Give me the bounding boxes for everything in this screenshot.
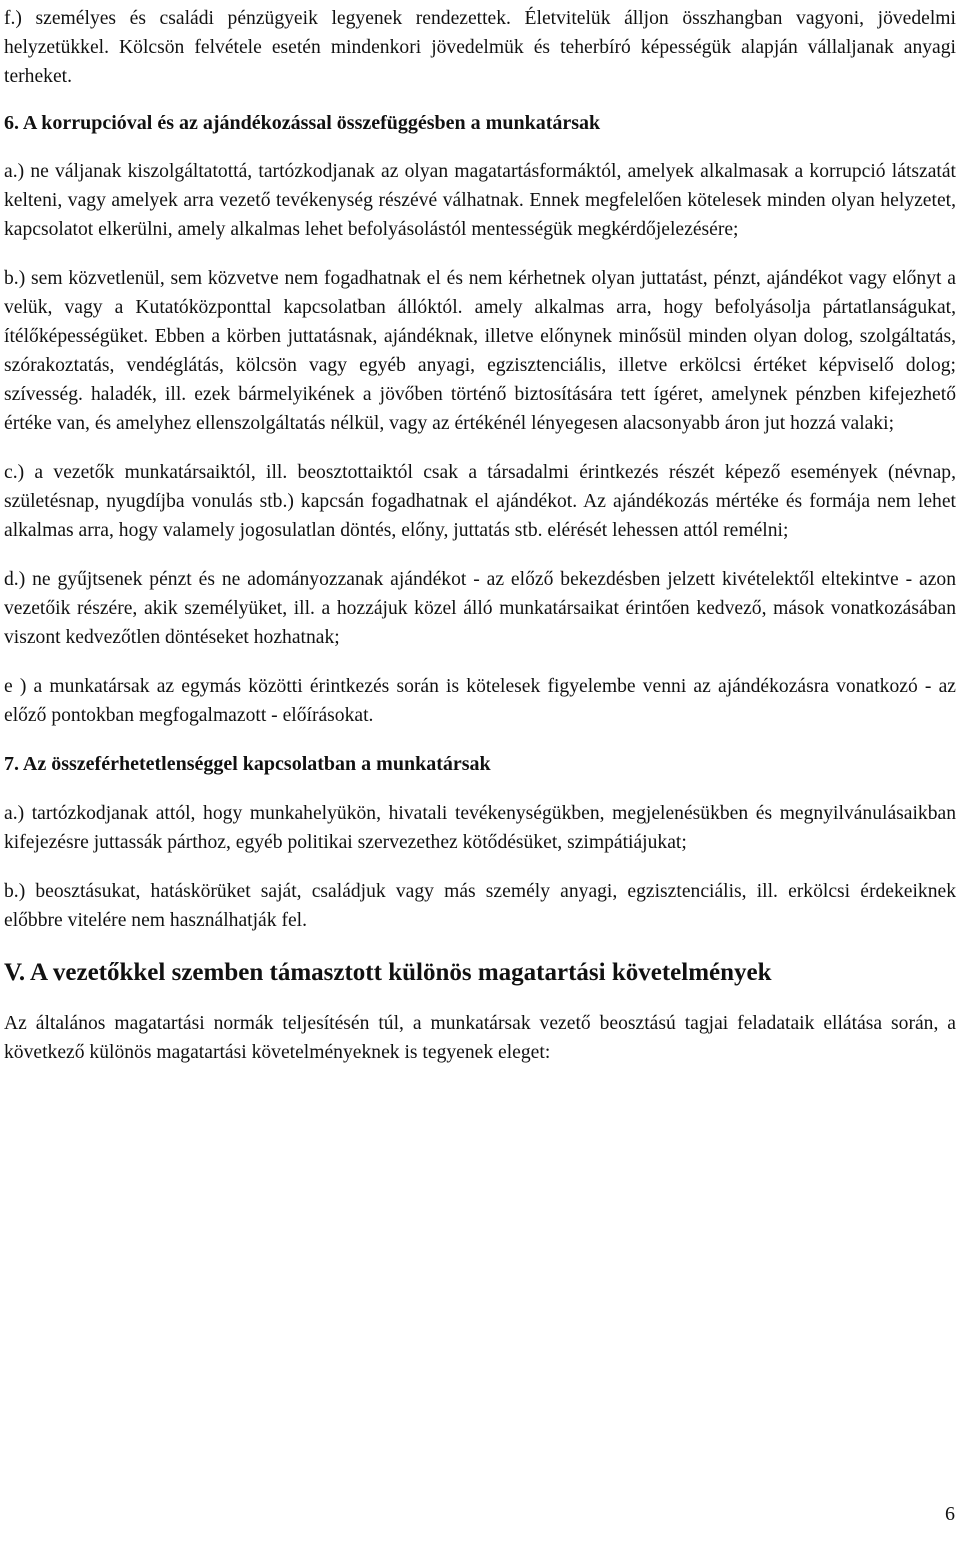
paragraph-6d: d.) ne gyűjtsenek pénzt és ne adományozzanak ajándékot - az előző bekezdésben jelzett kivételektől eltekintve - azon vezetőik részére, akik személyüket, ill. a hozzájuk közel álló munkatársaikat érintően kedvező, mások vonatkozásában viszont kedvezőtlen döntéseket hozhatnak; (4, 569, 956, 648)
paragraph-6e: e ) a munkatársak az egymás közötti érintkezés során is kötelesek figyelembe venni az ajándékozásra vonatkozó - az előző pontokban megfogalmazott - előírásokat. (4, 676, 956, 726)
section-7-heading: 7. Az összeférhetetlenséggel kapcsolatban a munkatársak (4, 753, 491, 775)
section-6-heading: 6. A korrupcióval és az ajándékozással összefüggésben a munkatársak (4, 112, 601, 134)
paragraph-v-intro: Az általános magatartási normák teljesítésén túl, a munkatársak vezető beosztású tagjai feladataik ellátása során, a következő különös magatartási követelményeknek is tegyenek eleget: (4, 1013, 956, 1063)
paragraph-7a: a.) tartózkodjanak attól, hogy munkahelyükön, hivatali tevékenységükben, megjelenésükben és megnyilvánulásaikban kifejezésre juttassák párthoz, egyéb politikai szervezethez kötődésüket, szimpátiájukat; (4, 803, 956, 853)
paragraph-6b: b.) sem közvetlenül, sem közvetve nem fogadhatnak el és nem kérhetnek olyan juttatást, pénzt, ajándékot vagy előnyt a velük, vagy a Kutatóközponttal kapcsolatban állóktól. amely alkalmas arra, hogy befolyásolja pártatlanságukat, ítélőképességüket. Ebben a körben juttatásnak, ajándéknak, illetve előnynek minősül minden olyan dolog, szolgáltatás, szórakoztatás, vendéglátás, kölcsön vagy egyéb anyagi, egzisztenciális, illetve erkölcsi értéket képviselő dolog; szívesség. haladék, ill. ezek bármelyikének a jövőben történő biztosítására tett ígéret, amelynek pénzben kifejezhető értéke van, és amelyhez ellenszolgáltatás nélkül, vagy az értékénél lényegesen alacsonyabb áron jut hozzá valaki; (4, 268, 956, 434)
paragraph-f: f.) személyes és családi pénzügyeik legyenek rendezettek. Életvitelük álljon összhangban vagyoni, jövedelmi helyzetükkel. Kölcsön felvétele esetén mindenkori jövedelmük és teherbíró képességük alapján vállaljanak anyagi terheket. (4, 8, 956, 87)
document-page (4, 4, 956, 1067)
paragraph-7b: b.) beosztásukat, hatáskörüket saját, családjuk vagy más személy anyagi, egzisztenciális, ill. erkölcsi érdekeiknek előbbre vitelére nem használhatják fel. (4, 881, 956, 931)
paragraph-6a: a.) ne váljanak kiszolgáltatottá, tartózkodjanak az olyan magatartásformáktól, amelyek alkalmasak a korrupció látszatát kelteni, vagy amelyek arra vezető tevékenység részévé válhatnak. Ennek megfelelően kötelesek minden olyan helyzetet, kapcsolatot elkerülni, amely alkalmas lehet befolyásolástól mentességük megkérdőjelezésére; (4, 161, 956, 240)
paragraph-6c: c.) a vezetők munkatársaiktól, ill. beosztottaiktól csak a társadalmi érintkezés részét képező események (névnap, születésnap, nyugdíjba vonulás stb.) kapcsán fogadhatnak el ajándékot. Az ajándékozás mértéke és formája nem lehet alkalmas arra, hogy valamely jogosulatlan döntés, előny, juttatás stb. elérését lehessen attól remélni; (4, 462, 956, 541)
page-number: 6 (945, 1503, 955, 1525)
section-v-heading: V. A vezetőkkel szemben támasztott különös magatartási követelmények (4, 959, 772, 986)
